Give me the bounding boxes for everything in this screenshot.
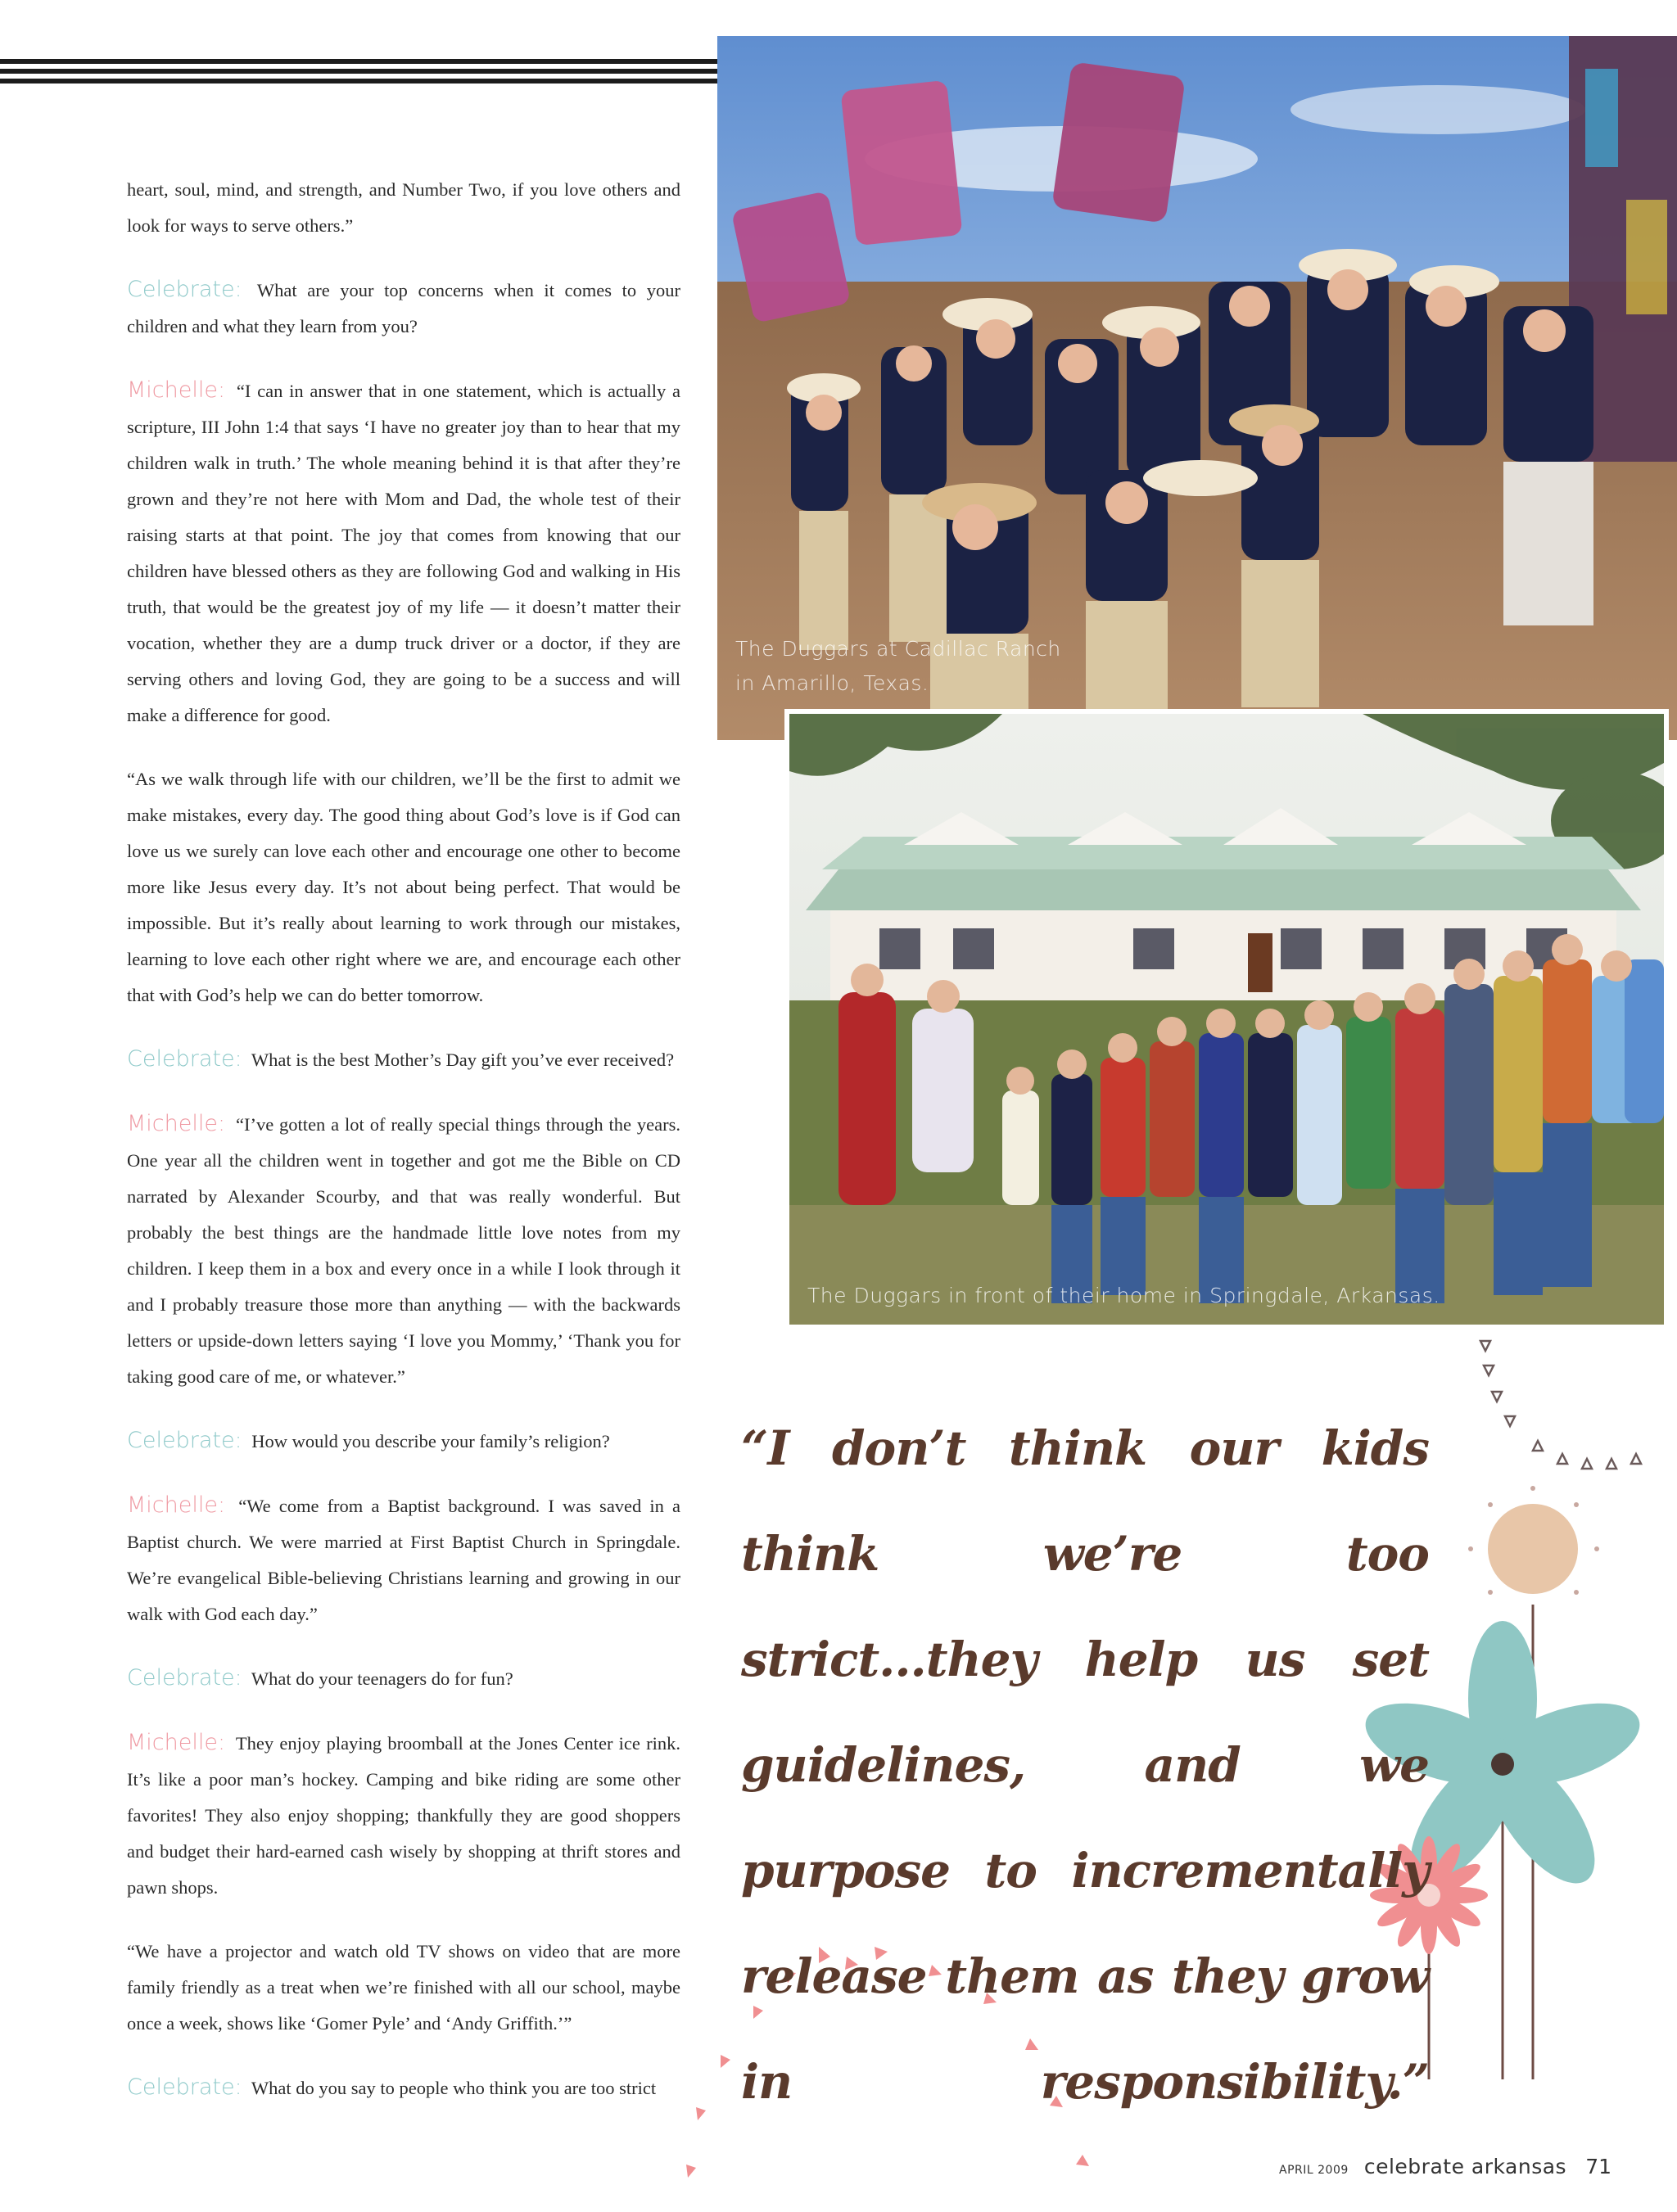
answer-label: Michelle: — [127, 1730, 226, 1755]
question-text: How would you describe your family’s religion? — [251, 1431, 610, 1451]
question-text: What is the best Mother’s Day gift you’ve ever received? — [251, 1050, 675, 1070]
page-number: 71 — [1585, 2155, 1611, 2178]
article-paragraph: heart, soul, mind, and strength, and Number Two, if you love others and look for ways to serve others.” — [127, 179, 680, 236]
caption-line: in Amarillo, Texas. — [735, 671, 929, 695]
magazine-name: celebrate arkansas — [1363, 2155, 1567, 2178]
question-label: Celebrate: — [127, 1428, 242, 1453]
article-paragraph: “As we walk through life with our children, we’ll be the first to admit we make mistakes, every day. The good thing about God’s love is if God can love us we surely can love each other and encourage one other to become more like Jesus every day. It’s not about being perfect. That would be impossible. But it’s really about learning to work through our mistakes, learning to love each other right where we are, and encourage each other that with God’s help we can do better tomorrow. — [127, 769, 680, 1005]
answer-label: Michelle: — [127, 1492, 226, 1518]
issue-month: APRIL 2009 — [1279, 2164, 1349, 2177]
answer-label: Michelle: — [127, 1111, 226, 1136]
answer-text: “I can in answer that in one statement, which is actually a scripture, III John 1:4 that says ‘I have no greater joy than to hear that my children walk in truth.’ The whole meaning behind it is that after they’re grown and they’re not here with Mom and Dad, the whole test of their raising starts at that point. The joy that comes from knowing that our children have blessed others as they are following God and walking in His truth, that would be the greatest joy of my life — it doesn’t matter their vocation, whether they are a dump truck driver or a doctor, if they are serving others and loving God, they are going to be a success and will make a difference for good. — [127, 381, 681, 725]
answer-text: “We come from a Baptist background. I was saved in a Baptist church. We were married at First Baptist Church in Springdale. We’re evangelical Bible-believing Christians learning and growing in our walk with God each day.” — [127, 1496, 681, 1624]
question-text: What do your teenagers do for fun? — [251, 1668, 513, 1689]
caption-line: The Duggars at Cadillac Ranch — [735, 637, 1061, 661]
question-text: What are your top concerns when it comes to your children and what they learn from you? — [127, 280, 681, 336]
question-text: What do you say to people who think you are too strict — [251, 2078, 657, 2098]
article-paragraph: “We have a projector and watch old TV shows on video that are more family friendly as a treat when we’re finished with all our school, maybe once a week, shows like ‘Gomer Pyle’ and ‘Andy Griffith.’” — [127, 1941, 680, 2034]
pull-quote: “I don’t think our kids think we’re too strict...they help us set guidelines, and we purpose to incrementally release them as they grow in responsibility.” — [741, 1420, 1429, 2110]
photo-caption-bottom: The Duggars in front of their home in Springdale, Arkansas. — [807, 1284, 1440, 1307]
question-label: Celebrate: — [127, 1046, 242, 1072]
answer-label: Michelle: — [127, 377, 226, 403]
answer-text: They enjoy playing broomball at the Jones Center ice rink. It’s like a poor man’s hockey. Camping and bike riding are some other favorites! They also enjoy shopping; thankfully they are good shoppers and budget their hard-earned cash wisely by shopping at thrift stores and pawn shops. — [127, 1733, 680, 1898]
question-label: Celebrate: — [127, 2074, 242, 2100]
question-label: Celebrate: — [127, 1665, 242, 1691]
answer-text: “I’ve gotten a lot of really special things through the years. One year all the children went in together and got me the Bible on CD narrated by Alexander Scourby, and that was really wonderful. But probably the best things are the handmade little love notes from my children. I keep them in a box and every once in a while I look through it and I probably treasure those more than anything — with the backwards letters or upside-down letters saying ‘I love you Mommy,’ ‘Thank you for taking good care of me, or whatever.” — [127, 1114, 681, 1387]
question-label: Celebrate: — [127, 277, 242, 302]
page-footer — [1279, 2155, 1611, 2178]
